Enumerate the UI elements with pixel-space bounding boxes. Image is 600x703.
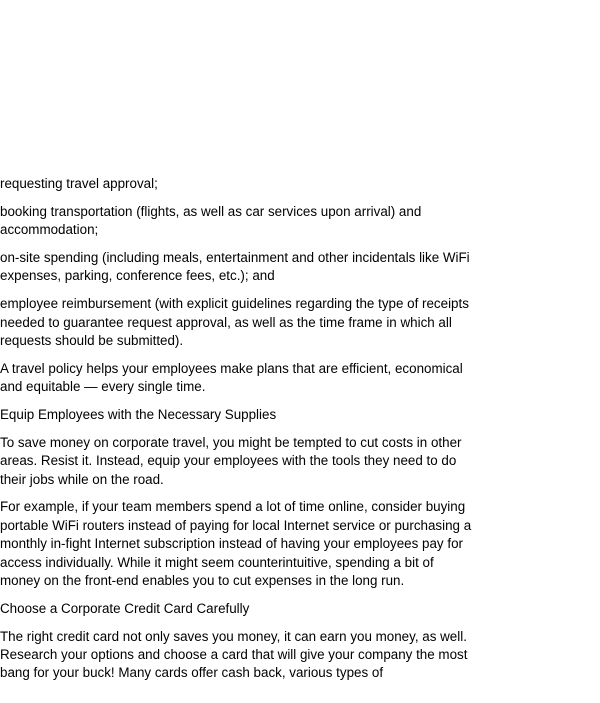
paragraph-travel-policy: A travel policy helps your employees make plans that are efficient, economical and equitable — every single time. <box>0 360 463 395</box>
paragraph-for-example: For example, if your team members spend a lot of time online, consider buying portable WiFi routers instead of paying for local Internet service or purchasing a monthly in-fight Internet subscription instead of having your employees pay for access individually. While it might seem counterintuitive, spending a bit of money on the front-end enables you to cut expenses in the long run. <box>0 499 472 589</box>
list-item-booking-transportation: booking transportation (flights, as well as car services upon arrival) and accommodation; <box>0 203 422 238</box>
list-item-on-site-spending: on-site spending (including meals, entertainment and other incidentals like WiFi expenses, parking, conference fees, etc.); and <box>0 250 470 284</box>
document-body <box>0 175 472 692</box>
heading-corporate-credit-card: Choose a Corporate Credit Card Carefully <box>0 600 250 616</box>
list-item-travel-approval: requesting travel approval; <box>0 176 158 191</box>
list-item-employee-reimbursement: employee reimbursement (with explicit guidelines regarding the type of receipts needed to guarantee request approval, as well as the time frame in which all requests should be submitted). <box>0 296 469 349</box>
heading-equip-employees: Equip Employees with the Necessary Supplies <box>0 407 277 423</box>
paragraph-right-credit-card: The right credit card not only saves you money, it can earn you money, as well. Research your options and choose a card that will give your company the most bang for your buck! Many cards offer cash back, various types of <box>0 628 468 681</box>
paragraph-save-money: To save money on corporate travel, you might be tempted to cut costs in other areas. Resist it. Instead, equip your employees with the tools they need to do their jobs while on the road. <box>0 434 462 487</box>
